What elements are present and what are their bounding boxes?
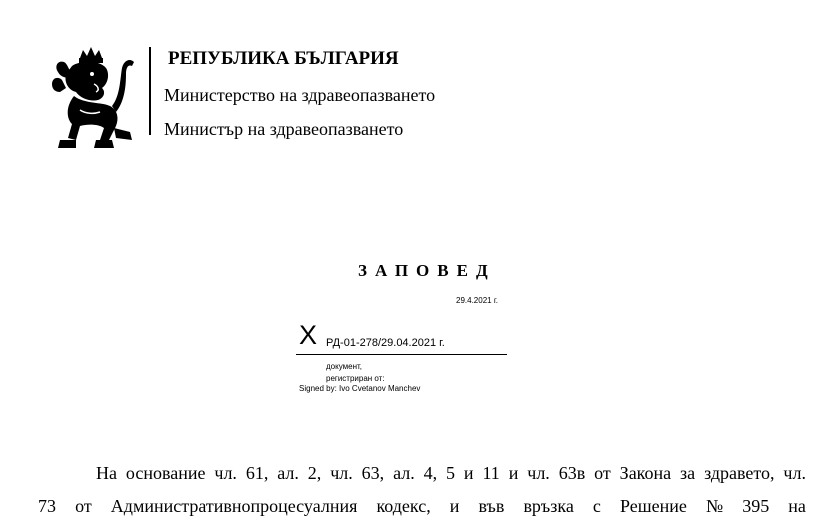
body-word: с [592,496,601,516]
doc-label-line-2: регистриран от: [326,374,385,383]
body-word: чл. [330,463,353,483]
minister-title: Министър на здравеопазването [164,119,404,139]
signature-doc-label [326,361,385,385]
body-word: На [96,463,117,483]
country-title: РЕПУБЛИКА БЪЛГАРИЯ [168,48,399,69]
document-title: ЗАПОВЕД [358,261,496,280]
ministry-name: Министерство на здравеопазването [164,85,436,105]
body-word: 4, [423,463,438,483]
coat-of-arms-lion-icon [50,44,136,156]
body-word: и [508,463,519,483]
body-word: основание [125,463,206,483]
body-word: 5 [446,463,456,483]
body-word: на [788,496,806,516]
body-paragraph-line-2 [38,496,806,517]
body-word: от [75,496,92,516]
body-word: чл. [214,463,237,483]
body-word: от [594,463,611,483]
body-word: Решение [619,496,687,516]
registration-number: РД-01-278/29.04.2021 г. [326,337,445,349]
body-word: № [705,496,724,516]
body-word: и [463,463,474,483]
body-word: във [478,496,505,516]
body-word: 2, [307,463,322,483]
body-word: чл. [783,463,806,483]
signature-date: 29.4.2021 г. [456,296,498,305]
doc-label-line-1: документ, [326,362,362,371]
body-word: 63, [361,463,385,483]
body-word: Административнопроцесуалния [110,496,358,516]
signature-line [296,354,507,355]
digital-signature-box [290,292,508,400]
body-word: връзка [523,496,574,516]
signed-by: Signed by: Ivo Cvetanov Manchev [299,384,421,393]
signature-mark: X [299,320,318,350]
body-word: 73 [38,496,56,516]
body-word: Закона [619,463,672,483]
header-divider [149,47,151,135]
body-word: здравето, [704,463,775,483]
body-word: ал. [393,463,415,483]
body-word: 11 [482,463,500,483]
body-word: и [449,496,460,516]
body-word: кодекс, [376,496,431,516]
body-word: чл. [527,463,550,483]
body-word: 61, [245,463,269,483]
body-word: за [680,463,696,483]
body-word: ал. [277,463,299,483]
body-paragraph-line-1 [38,463,806,484]
body-word: 63в [558,463,586,483]
body-word: 395 [742,496,770,516]
